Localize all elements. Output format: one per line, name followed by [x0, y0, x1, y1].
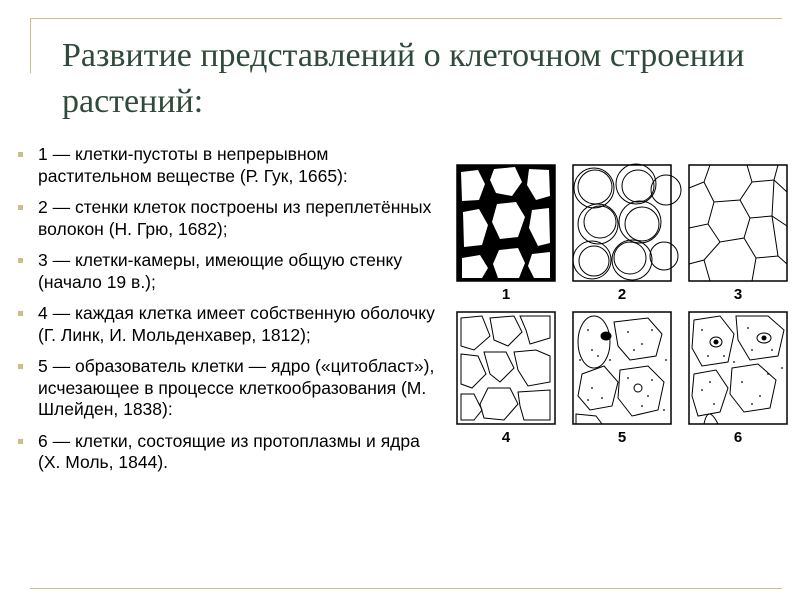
list-item-text: 4 — каждая клетка имеет собственную оболочку (Г. Линк, И. Мольденхавер, 1812);	[38, 303, 435, 345]
panel-4-own-membranes	[457, 312, 555, 424]
square-bullet-icon	[18, 364, 23, 369]
bottom-rule	[30, 588, 782, 589]
list-item	[16, 303, 446, 346]
figure-label-3: 3	[733, 286, 743, 303]
list-item	[16, 431, 446, 474]
list-item-text: 6 — клетки, состоящие из протоплазмы и ядра (Х. Моль, 1844).	[38, 430, 420, 472]
list-item	[16, 144, 446, 187]
figure-label-6: 6	[733, 429, 743, 446]
cell-structure-figure	[452, 160, 792, 460]
slide-title: Развитие представлений о клеточном строении растений:	[62, 37, 745, 120]
panel-5-cytoblast-cells	[573, 312, 671, 424]
list-item	[16, 356, 446, 421]
panel-1-hooke-cells	[457, 165, 555, 281]
figure-label-1: 1	[501, 286, 511, 303]
list-item-text: 3 — клетки-камеры, имеющие общую стенку (начало 19 в.);	[38, 250, 403, 292]
list-item-text: 5 — образователь клетки — ядро («цитобласт»), исчезающее в процессе клеткообразования (М. Шлейден, 1838):	[38, 356, 435, 419]
square-bullet-icon	[18, 205, 23, 210]
bullet-list	[16, 144, 446, 484]
square-bullet-icon	[18, 439, 23, 444]
figure-label-5: 5	[617, 429, 627, 446]
square-bullet-icon	[18, 258, 23, 263]
panel-2-grew-fibres	[573, 164, 681, 281]
panel-3-cell-chambers	[689, 165, 787, 281]
top-rule	[30, 18, 782, 19]
list-item	[16, 250, 446, 293]
left-rule	[30, 18, 31, 73]
panel-6-protoplasm-nucleus	[689, 312, 787, 424]
square-bullet-icon	[18, 152, 23, 157]
list-item-text: 2 — стенки клеток построены из переплетённых волокон (Н. Грю, 1682);	[38, 197, 432, 239]
square-bullet-icon	[18, 311, 23, 316]
list-item	[16, 197, 446, 240]
figure-label-4: 4	[501, 429, 511, 446]
list-item-text: 1 — клетки-пустоты в непрерывном растительном веществе (Р. Гук, 1665):	[38, 144, 348, 186]
figure-label-2: 2	[617, 286, 627, 303]
